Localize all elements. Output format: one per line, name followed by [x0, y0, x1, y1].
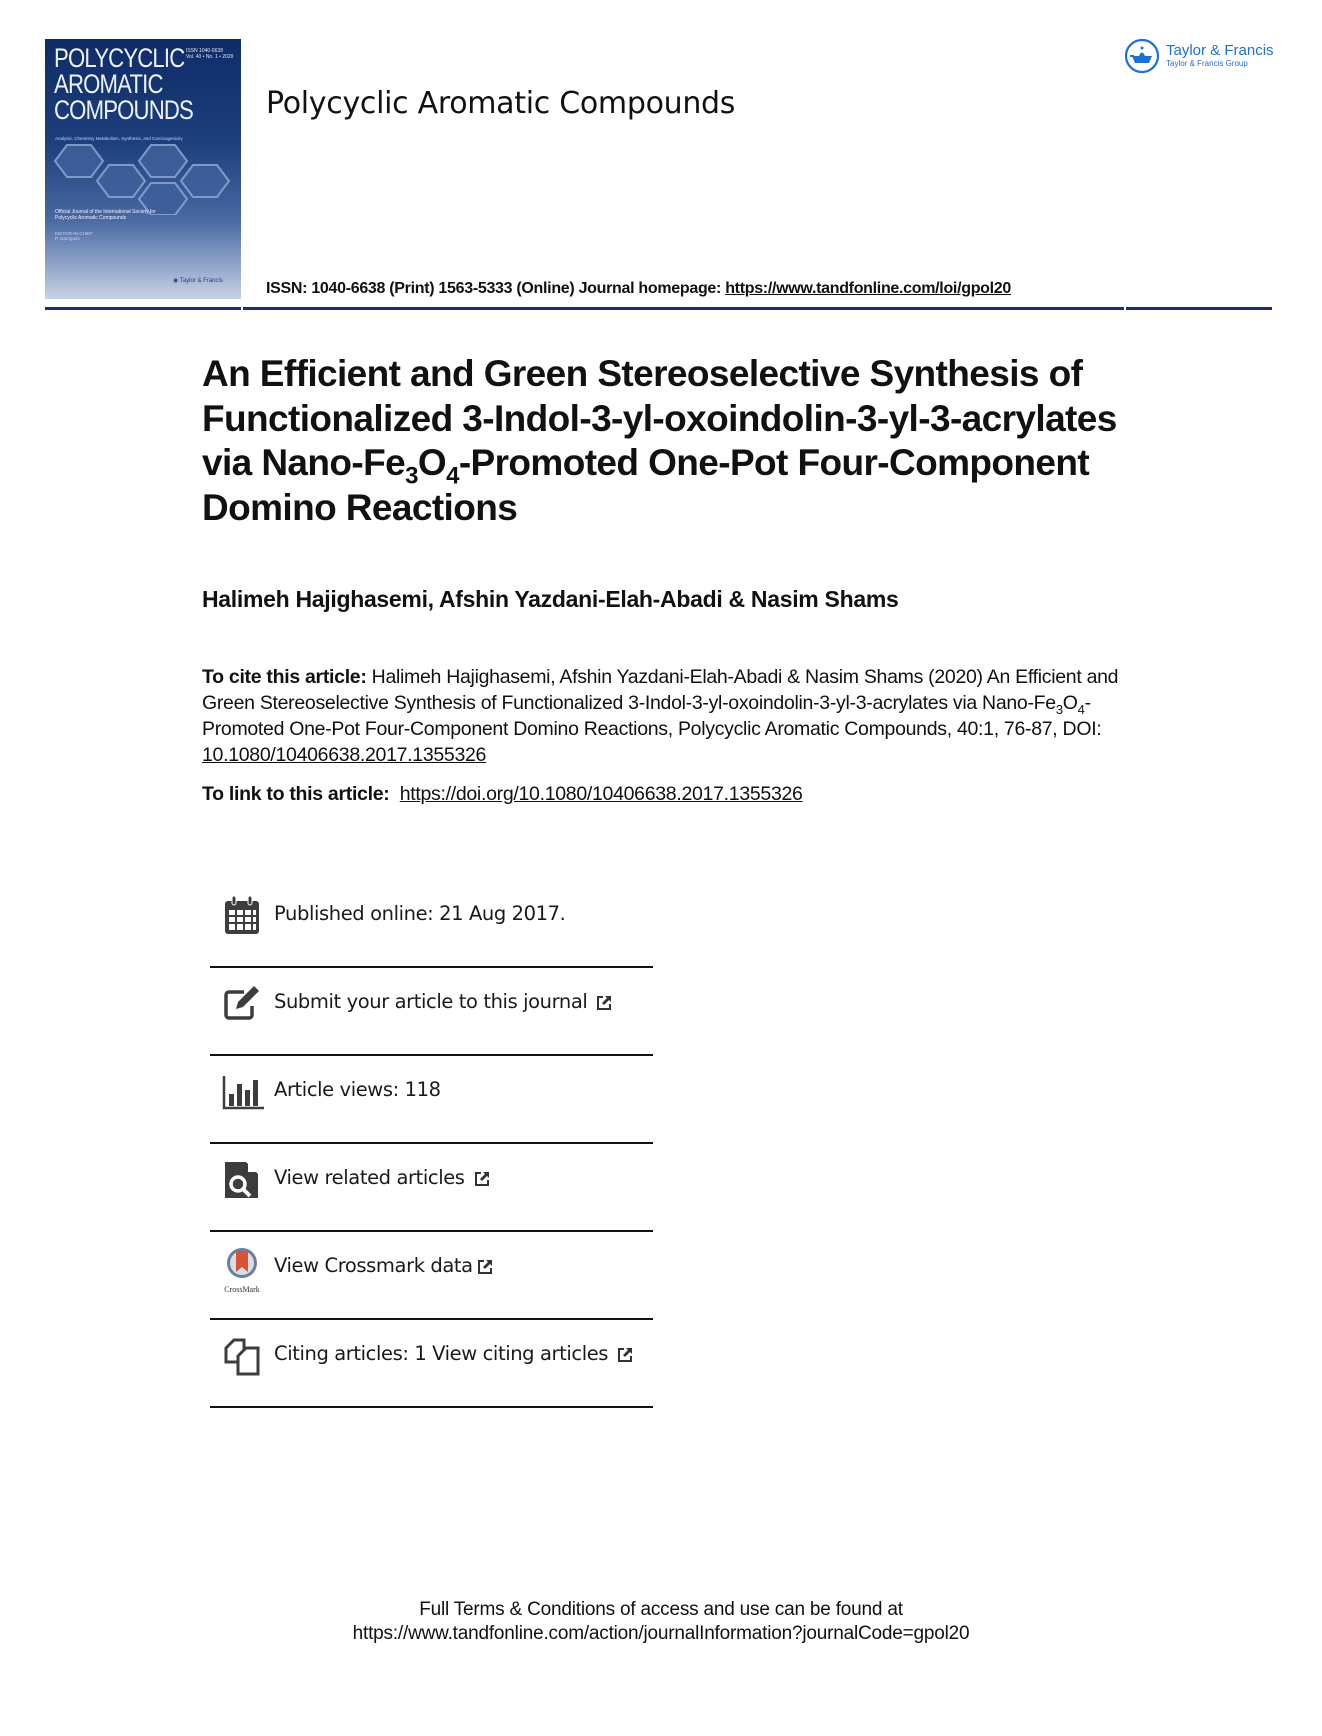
publisher-name: Taylor & Francis	[1166, 42, 1274, 59]
terms-url[interactable]: https://www.tandfonline.com/action/journalInformation?journalCode=gpol20	[352, 1623, 970, 1644]
citing-articles-row[interactable]	[210, 1320, 653, 1408]
terms-text: Full Terms & Conditions of access and use can be found at	[419, 1599, 903, 1620]
teapot-logo-icon: ◉	[173, 278, 179, 284]
cover-issn	[186, 48, 233, 60]
cover-official-text: Official Journal of the International Society for Polycyclic Aromatic Compounds	[55, 209, 156, 221]
citation-label: To cite this article:	[202, 666, 367, 688]
journal-homepage-link[interactable]: https://www.tandfonline.com/loi/gpol20	[725, 280, 1011, 297]
related-articles-row[interactable]	[210, 1144, 653, 1232]
bar-chart-icon	[222, 1070, 266, 1114]
doi-link[interactable]: 10.1080/10406638.2017.1355326	[202, 744, 487, 766]
header-divider	[45, 307, 1272, 310]
citing-articles-link[interactable]	[274, 1342, 634, 1365]
crossmark-text: View Crossmark data	[274, 1254, 473, 1277]
cover-editor-label: EDITOR-IN-CHIEF	[55, 231, 93, 236]
cover-title	[54, 45, 193, 123]
cover-publisher-name: Taylor & Francis	[179, 278, 223, 284]
teapot-logo-icon	[1124, 38, 1160, 74]
submit-article-text: Submit your article to this journal	[274, 990, 588, 1013]
issn-line	[266, 280, 1011, 298]
related-articles-text: View related articles	[274, 1166, 465, 1189]
calendar-icon	[222, 894, 262, 938]
title-text: -Promoted One-Pot Four-Component Domino Reactions	[202, 442, 1090, 528]
submit-article-row[interactable]	[210, 968, 653, 1056]
hexagon-pattern-icon	[45, 143, 241, 215]
terms-footer	[0, 1598, 1322, 1646]
article-views-text: Article views: 118	[274, 1078, 441, 1101]
external-link-icon	[616, 1346, 634, 1364]
cover-title-line: COMPOUNDS	[54, 95, 194, 125]
crossmark-icon	[222, 1246, 262, 1294]
cover-volume-text: Vol. 40 • No. 1 • 2020	[186, 54, 234, 60]
cover-publisher	[173, 277, 223, 284]
citation-subscript: 3	[1055, 701, 1063, 717]
citation-text: -Promoted One-Pot Four-Component Domino Reactions, Polycyclic Aromatic Compounds, 40:1, 76-87, DOI:	[202, 692, 1102, 740]
divider-gap	[241, 306, 243, 311]
title-text: An Efficient and Green Stereoselective Synthesis of Functionalized 3-Indol-3-yl-oxoindolin-3-yl-3-acrylates via Nano-Fe	[202, 353, 1117, 483]
citation-text: O	[1062, 692, 1078, 714]
related-articles-link[interactable]	[274, 1166, 491, 1189]
cover-subtitle: Analysis, Chemistry Metabolism, Synthesis, and Carcinogenicity	[55, 136, 183, 141]
article-info-list	[210, 880, 653, 1408]
title-subscript: 4	[446, 462, 459, 490]
publisher-logo-text	[1166, 43, 1274, 69]
external-link-icon	[473, 1170, 491, 1188]
copy-documents-icon	[222, 1334, 262, 1378]
citation-subscript: 4	[1077, 701, 1085, 717]
citation-block	[202, 664, 1122, 768]
citation-text: Halimeh Hajighasemi, Afshin Yazdani-Elah-Abadi & Nasim Shams (2020) An Efficient and Green Stereoselective Synthesis of Functionalized 3-Indol-3-yl-oxoindolin-3-yl-3-acrylates via Nano-Fe	[202, 666, 1119, 714]
publisher-logo	[1124, 38, 1274, 74]
article-authors: Halimeh Hajighasemi, Afshin Yazdani-Elah-Abadi & Nasim Shams	[202, 586, 899, 612]
article-views-row	[210, 1056, 653, 1144]
article-title	[202, 352, 1122, 530]
svg-text:CrossMark: CrossMark	[224, 1285, 260, 1294]
journal-title: Polycyclic Aromatic Compounds	[266, 86, 736, 121]
article-link-line	[202, 783, 803, 806]
published-online-text: Published online: 21 Aug 2017.	[274, 902, 566, 925]
publisher-group: Taylor & Francis Group	[1166, 59, 1248, 68]
submit-article-link[interactable]	[274, 990, 613, 1013]
crossmark-row[interactable]	[210, 1232, 653, 1320]
row-divider	[210, 1406, 653, 1408]
edit-icon	[222, 982, 262, 1026]
link-label: To link to this article:	[202, 783, 390, 805]
crossmark-link[interactable]	[274, 1254, 494, 1277]
external-link-icon	[595, 994, 613, 1012]
title-subscript: 3	[405, 462, 418, 490]
title-text: O	[417, 442, 447, 483]
issn-text: ISSN: 1040-6638 (Print) 1563-5333 (Online) Journal homepage:	[266, 280, 726, 297]
divider-gap	[1124, 306, 1126, 311]
citing-articles-text: Citing articles: 1 View citing articles	[274, 1342, 609, 1365]
external-link-icon	[476, 1258, 494, 1276]
journal-cover-image	[45, 39, 241, 299]
article-doi-url-link[interactable]: https://doi.org/10.1080/10406638.2017.1355326	[399, 783, 803, 805]
published-online-row	[210, 880, 653, 968]
cover-title-line: POLYCYCLIC	[54, 43, 185, 73]
cover-editor	[55, 231, 93, 241]
cover-issn-text: ISSN 1040-6638	[186, 48, 223, 54]
cover-title-line: AROMATIC	[54, 69, 163, 99]
search-document-icon	[222, 1158, 262, 1202]
cover-editor-name: P. Garrigues	[55, 236, 80, 241]
